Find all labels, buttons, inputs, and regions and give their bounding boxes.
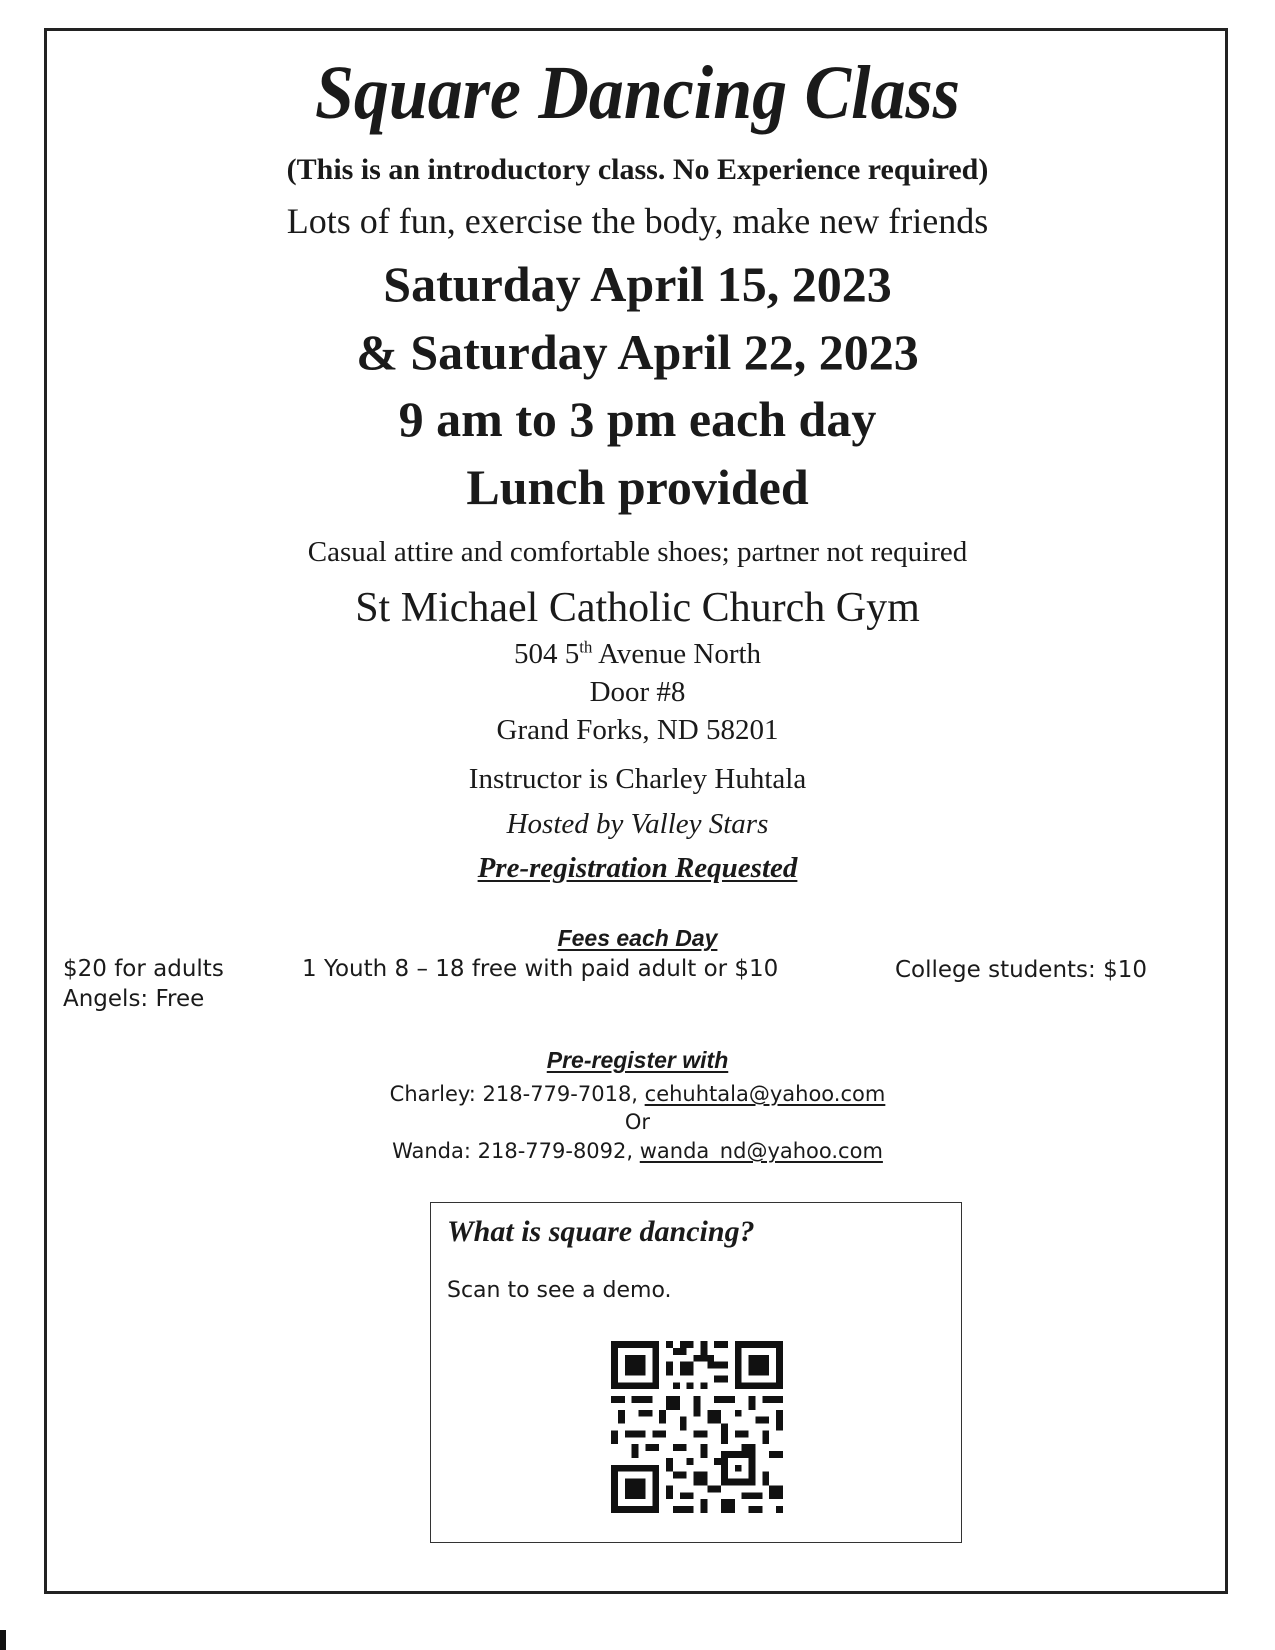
qr-box-title: What is square dancing? [447, 1215, 755, 1248]
date-line-1: Saturday April 15, 2023 [383, 256, 892, 312]
pre-registration-heading [0, 852, 1275, 885]
fees-heading-text: Fees each Day [557, 925, 718, 951]
qr-info-box [430, 1202, 962, 1543]
contact-wanda-phone: Wanda: 218-779-8092, [392, 1139, 640, 1163]
flyer-title: Square Dancing Class [314, 51, 960, 135]
contacts-heading [0, 1047, 1275, 1074]
scan-edge-mark [0, 1630, 6, 1650]
attire-note: Casual attire and comfortable shoes; partner not required [307, 536, 968, 568]
pre-registration-text: Pre-registration Requested [477, 852, 798, 884]
address-city: Grand Forks, ND 58201 [496, 714, 779, 746]
contact-charley [0, 1082, 1275, 1106]
qr-code-icon[interactable] [611, 1341, 783, 1513]
address-street [0, 638, 1275, 671]
address-number: 504 5 [513, 638, 580, 670]
instructor-note: Instructor is Charley Huhtala [468, 763, 807, 795]
flyer-tagline: Lots of fun, exercise the body, make new friends [286, 201, 989, 241]
hosted-by: Hosted by Valley Stars [506, 808, 769, 840]
flyer-subtitle: (This is an introductory class. No Experience required) [286, 153, 989, 186]
contact-charley-email-link[interactable]: cehuhtala@yahoo.com [644, 1082, 886, 1106]
fee-college: College students: $10 [895, 957, 1147, 983]
contact-charley-phone: Charley: 218-779-7018, [389, 1082, 645, 1106]
qr-box-text: Scan to see a demo. [447, 1278, 672, 1303]
lunch-note: Lunch provided [466, 459, 809, 515]
contact-wanda-email-link[interactable]: wanda_nd@yahoo.com [639, 1139, 883, 1163]
venue-name: St Michael Catholic Church Gym [355, 585, 920, 631]
address-street-name: Avenue North [592, 638, 762, 670]
contact-wanda [0, 1139, 1275, 1163]
fee-angels: Angels: Free [63, 986, 205, 1012]
contacts-heading-text: Pre-register with [546, 1047, 729, 1073]
fee-adults: $20 for adults [63, 956, 224, 982]
date-line-2: & Saturday April 22, 2023 [356, 324, 919, 380]
fee-youth: 1 Youth 8 – 18 free with paid adult or $10 [302, 956, 779, 982]
fees-heading [0, 925, 1275, 952]
address-door: Door #8 [589, 676, 686, 708]
address-ordinal: th [579, 637, 593, 657]
contact-or: Or [624, 1110, 651, 1134]
event-time: 9 am to 3 pm each day [398, 391, 877, 447]
